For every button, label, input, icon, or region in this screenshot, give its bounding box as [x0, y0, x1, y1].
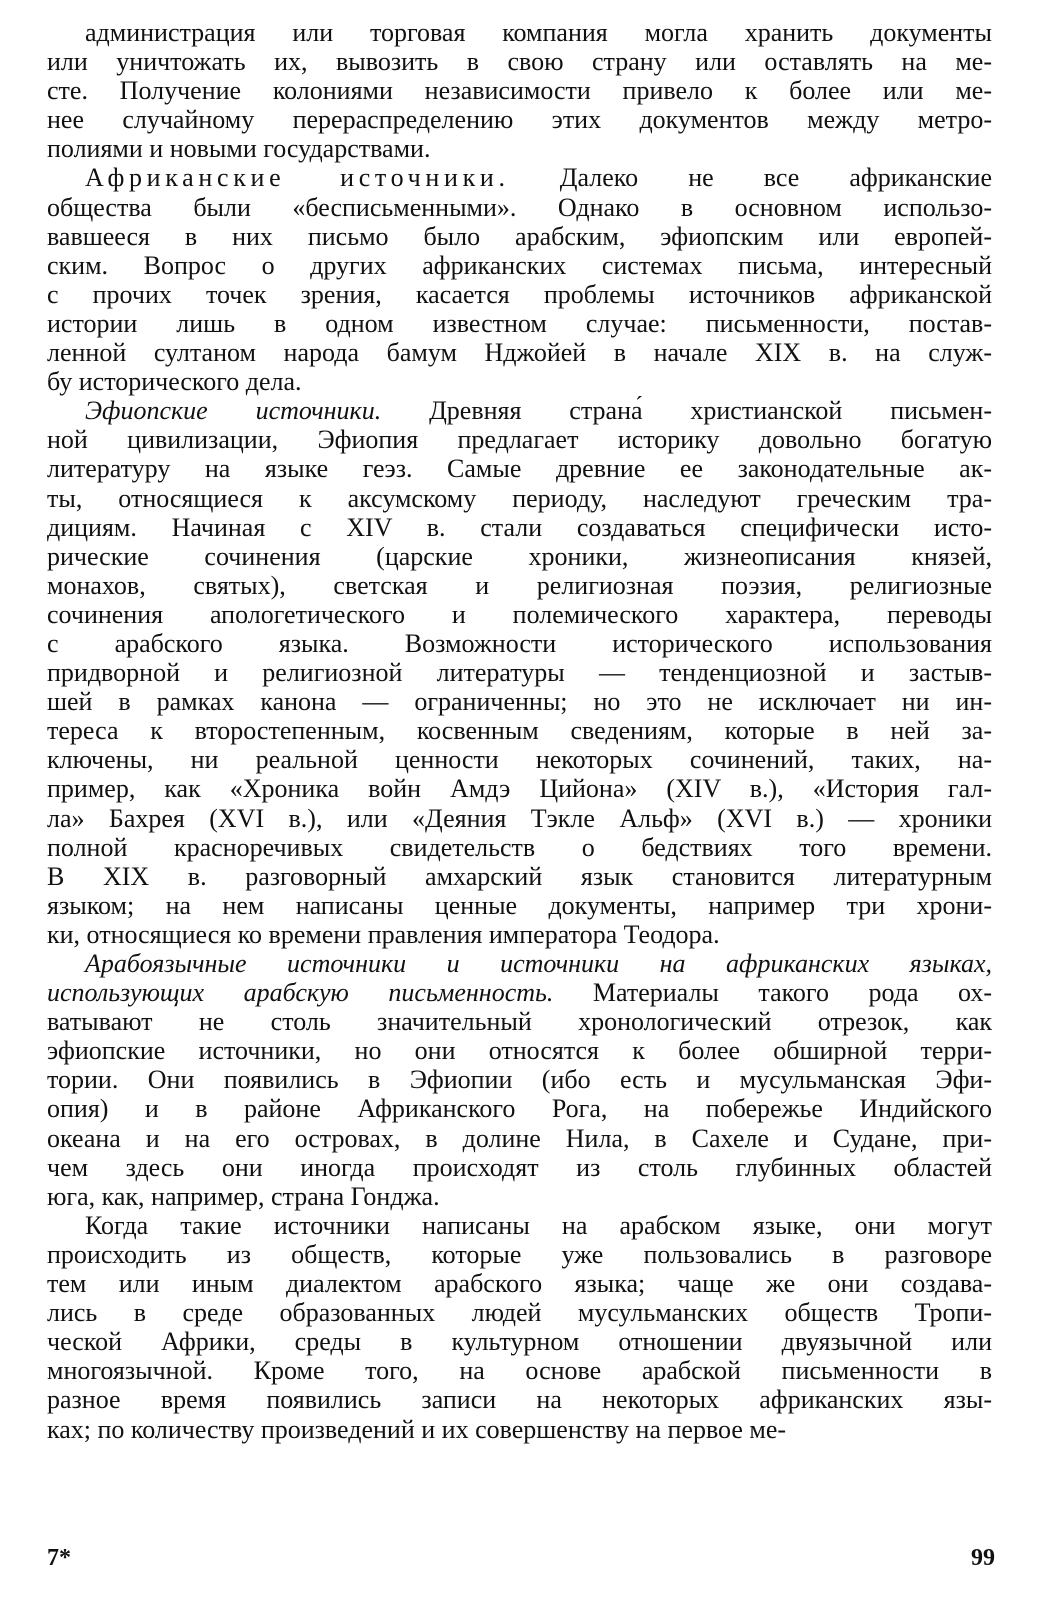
paragraph-heading: Арабоязычные источники и источники на африканских языках, [85, 949, 992, 978]
text-line: ки, относящиеся ко времени правления императора Теодора. [47, 919, 720, 949]
text-line: полной красноречивых свидетельств о бедствиях того времени. [47, 832, 992, 862]
text-line: ты, относящиеся к аксумскому периоду, наследуют греческим тра- [47, 483, 992, 513]
signature-mark: 7* [47, 1545, 71, 1571]
text-line: тереса к второстепенным, косвенным сведениям, которые в ней за- [47, 716, 992, 746]
text-line: придворной и религиозной литературы — тенденциозной и застыв- [47, 658, 992, 688]
text-line: пример, как «Хроника войн Амдэ Цийона» (XIV в.), «История гал- [47, 774, 992, 804]
paragraph-heading-cont: использующих арабскую письменность. [47, 978, 554, 1008]
text-line: рические сочинения (царские хроники, жизнеописания князей, [47, 541, 992, 571]
text-line: ключены, ни реальной ценности некоторых сочинений, таких, на- [47, 745, 992, 775]
text-line: тем или иным диалектом арабского языка; чаще же они создава- [47, 1269, 992, 1299]
text-line: шей в рамках канона — ограниченны; но это не исключает ни ин- [47, 687, 992, 717]
text-line: ках; по количеству произведений и их совершенству на первое ме- [47, 1414, 787, 1444]
text-line: Африканские источники. Далеко не все африканские [85, 163, 992, 193]
text-line: или уничтожать их, вывозить в свою страну или оставлять на ме- [47, 47, 992, 77]
text-line: Когда такие источники написаны на арабском языке, они могут [85, 1210, 992, 1240]
text-line: истории лишь в одном известном случае: письменности, постав- [47, 308, 992, 338]
text-line: администрация или торговая компания могла хранить документы [85, 18, 992, 47]
text-line: полиями и новыми государствами. [47, 134, 431, 164]
paragraph-heading: Африканские источники. [85, 163, 510, 193]
text-line: с арабского языка. Возможности исторического использования [47, 628, 992, 658]
text-line: бу исторического дела. [47, 367, 302, 397]
text-line: общества были «бесписьменными». Однако в основном использо- [47, 192, 992, 222]
text-line: чем здесь они иногда происходят из столь глубинных областей [47, 1152, 992, 1182]
text-line: юга, как, например, страна Гонджа. [47, 1181, 440, 1211]
text-line: происходить из обществ, которые уже пользовались в разговоре [47, 1239, 992, 1269]
text-line: литературу на языке геэз. Самые древние ее законодательные ак- [47, 454, 992, 484]
text-line: ленной султаном народа бамум Нджойей в начале XIX в. на служ- [47, 338, 992, 368]
text-line: с прочих точек зрения, касается проблемы источников африканской [47, 279, 992, 309]
text-line: многоязычной. Кроме того, на основе арабской письменности в [47, 1356, 992, 1386]
paragraph-heading: Эфиопские источники. [85, 396, 382, 426]
text-line: тории. Они появились в Эфиопии (ибо есть и мусульманская Эфи- [47, 1065, 992, 1095]
text-line: сте. Получение колониями независимости привело к более или ме- [47, 76, 992, 106]
text-line: вавшееся в них письмо было арабским, эфиопским или европей- [47, 221, 992, 251]
text-line: сочинения апологетического и полемического характера, переводы [47, 599, 992, 629]
text-line: дициям. Начиная с XIV в. стали создаваться специфически исто- [47, 512, 992, 542]
text-line [47, 949, 992, 978]
text-line: использующих арабскую письменность. Материалы такого рода ох- [47, 978, 992, 1008]
page-number: 99 [971, 1545, 995, 1571]
text-line: ла» Бахрея (XVI в.), или «Деяния Тэкле Альф» (XVI в.) — хроники [47, 803, 992, 833]
text-line: языком; на нем написаны ценные документы, например три хрони- [47, 890, 992, 920]
text-line: эфиопские источники, но они относятся к более обширной терри- [47, 1036, 992, 1066]
text-line: монахов, святых), светская и религиозная поэзия, религиозные [47, 570, 992, 600]
body-text [47, 18, 992, 1444]
text-line: Эфиопские источники. Древняя страна́ христианской письмен- [85, 396, 992, 426]
text-line: ватывают не столь значительный хронологический отрезок, как [47, 1007, 992, 1037]
text-line: В XIX в. разговорный амхарский язык становится литературным [47, 861, 992, 891]
text-line: лись в среде образованных людей мусульманских обществ Тропи- [47, 1298, 992, 1328]
text-line: ной цивилизации, Эфиопия предлагает историку довольно богатую [47, 425, 992, 455]
text-line: ческой Африки, среды в культурном отношении двуязычной или [47, 1327, 992, 1357]
text-line: опия) и в районе Африканского Рога, на побережье Индийского [47, 1094, 992, 1124]
text-line: ским. Вопрос о других африканских системах письма, интересный [47, 250, 992, 280]
text-line: океана и на его островах, в долине Нила, в Сахеле и Судане, при- [47, 1123, 992, 1153]
text-line: разное время появились записи на некоторых африканских язы- [47, 1385, 992, 1415]
text-line: нее случайному перераспределению этих документов между метро- [47, 105, 992, 135]
